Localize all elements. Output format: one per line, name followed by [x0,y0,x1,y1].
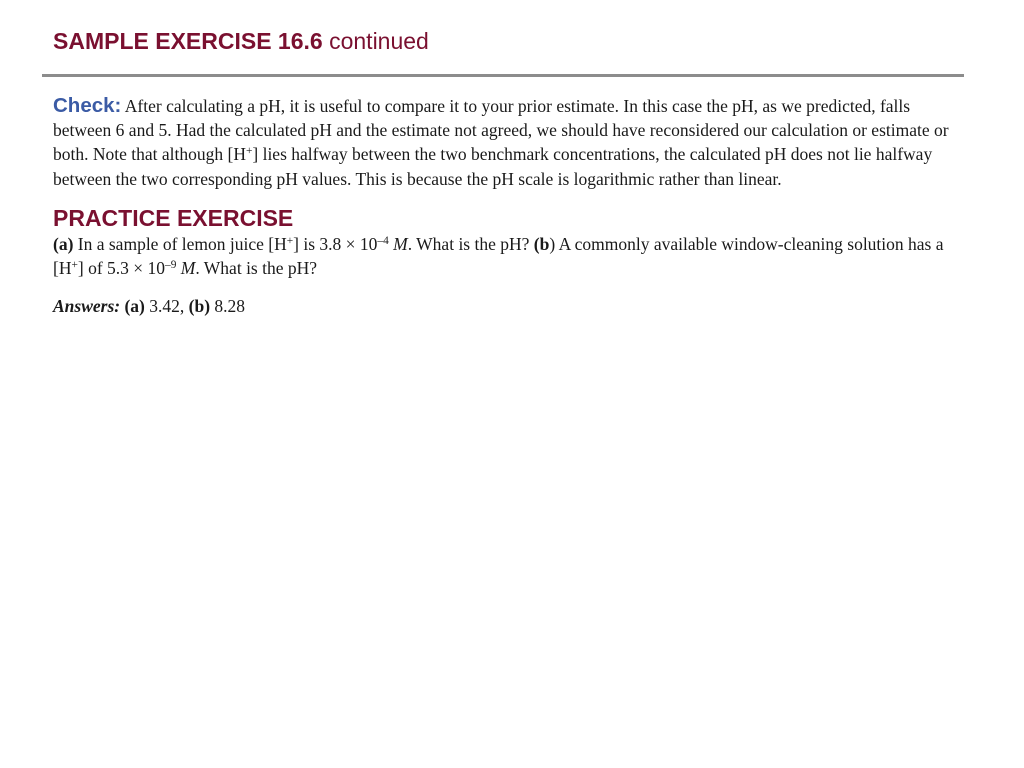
answers-label: Answers: [53,296,121,317]
check-text-continued: ] lies halfway between the two benchmark concentrations, the calculated pH does not lie halfway between the two corresponding pH values. This is because the pH scale is logarithmic rather than linear. [53,144,933,189]
continued-label: continued [329,28,429,54]
exercise-content [53,94,963,318]
part-a-unit: M [393,233,408,254]
check-paragraph [53,94,963,191]
hydrogen-ion-charge: + [245,145,253,158]
part-b-question: . What is the pH? [195,258,318,279]
part-a-question: . What is the pH? [407,233,534,254]
part-b-exponent: –9 [165,258,177,271]
title-divider [42,74,964,77]
answer-b-value: 8.28 [214,296,246,317]
practice-question [53,232,963,280]
practice-exercise-heading: PRACTICE EXERCISE [53,204,294,231]
answer-a-value: 3.42, [149,296,185,317]
check-label: Check: [53,94,122,117]
sample-exercise-title: SAMPLE EXERCISE 16.6 [53,28,323,54]
part-a-label: (a) [53,233,74,254]
answers-line [53,294,963,318]
part-b-unit: M [180,258,196,279]
part-b-label: (b [533,233,550,254]
part-b-concentration: ] of 5.3 × 10 [77,258,166,279]
page-title [53,28,429,55]
part-b-charge: + [71,258,78,271]
part-a-charge: + [286,234,294,247]
part-b-text: ) A commonly available window-cleaning solution has a [H [53,233,944,279]
answer-b-label: (b) [188,296,211,317]
answer-a-label: (a) [124,296,145,317]
part-a-concentration: ] is 3.8 × 10 [293,233,378,254]
check-text: After calculating a pH, it is useful to compare it to your prior estimate. In this case the pH, as we predicted, falls between 6 and 5. Had the calculated pH and the estimate not agreed, we should have reconsidered our calculation or estimate or both. Note that although [H [53,96,949,165]
part-a-exponent: –4 [377,234,389,247]
part-a-text: In a sample of lemon juice [H [73,233,287,254]
